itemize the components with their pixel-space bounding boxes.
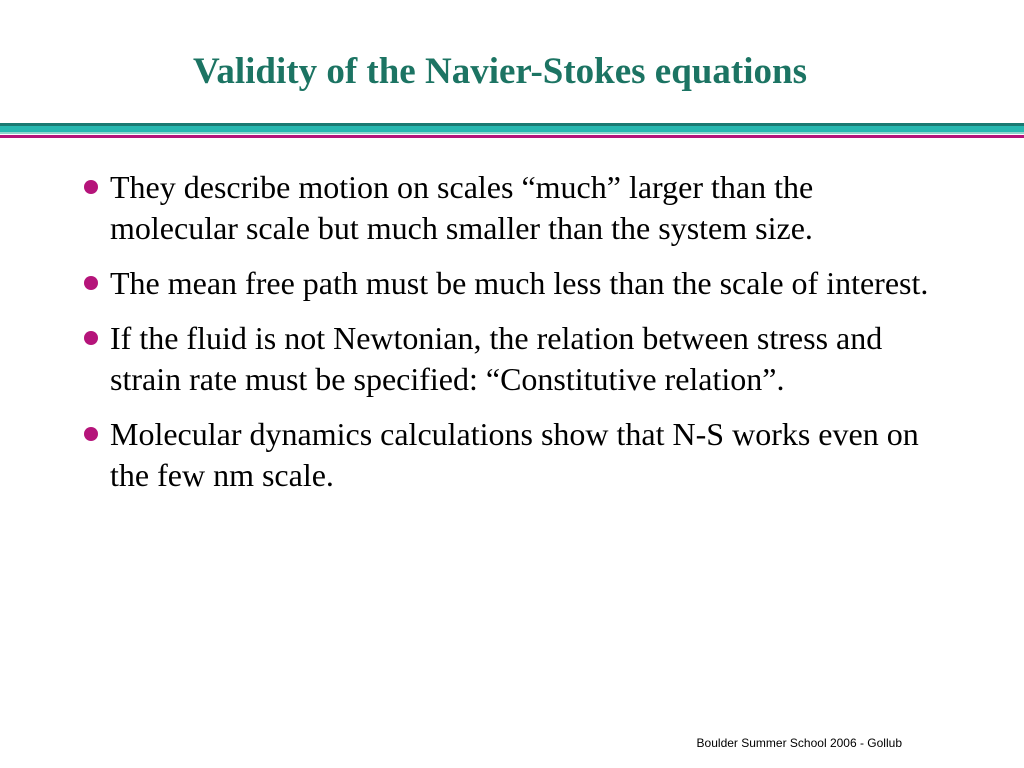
bullet-dot-icon — [84, 331, 98, 345]
bullet-item — [82, 318, 942, 400]
bullet-item — [82, 263, 942, 304]
bullet-dot-icon — [84, 180, 98, 194]
bullet-text: They describe motion on scales “much” larger than the molecular scale but much smaller than the system size. — [110, 169, 814, 246]
bullet-text: If the fluid is not Newtonian, the relation between stress and strain rate must be specified: “Constitutive relation”. — [110, 320, 883, 397]
divider-line-teal-light — [0, 132, 1024, 134]
bullet-text: The mean free path must be much less than the scale of interest. — [110, 265, 929, 301]
bullet-text: Molecular dynamics calculations show that N-S works even on the few nm scale. — [110, 416, 919, 493]
bullet-item — [82, 167, 942, 249]
slide-title: Validity of the Navier-Stokes equations — [193, 51, 807, 92]
bullet-dot-icon — [84, 427, 98, 441]
bullet-item — [82, 414, 942, 496]
slide-footer: Boulder Summer School 2006 - Gollub — [696, 736, 902, 750]
divider-line-magenta — [0, 135, 1024, 138]
bullet-dot-icon — [84, 276, 98, 290]
title-divider — [0, 120, 1024, 140]
bullet-list — [82, 167, 942, 510]
